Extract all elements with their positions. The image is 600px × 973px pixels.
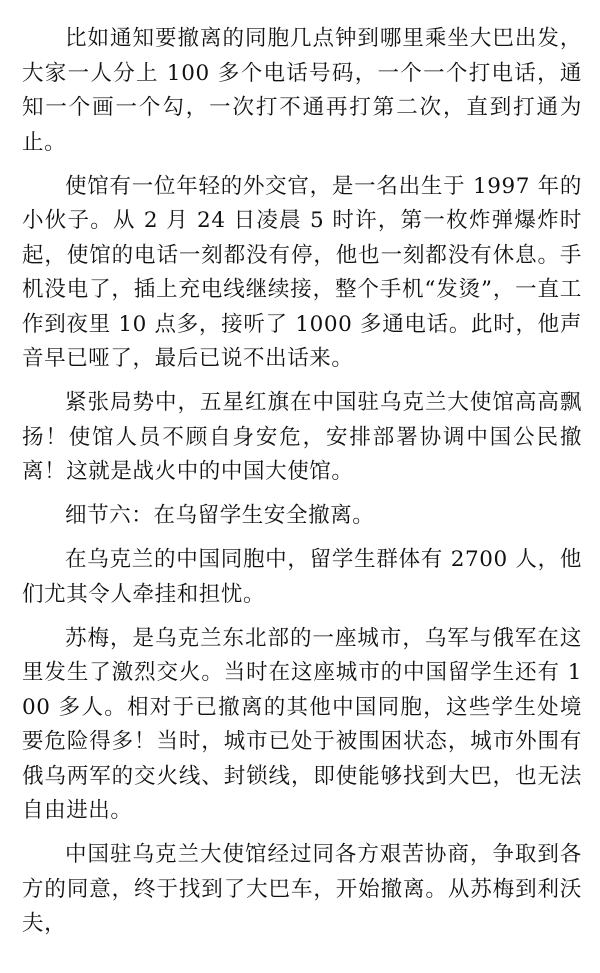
section-heading-detail-six: 细节六：在乌留学生安全撤离。 [65, 503, 375, 528]
article-body [22, 22, 582, 951]
paragraph-5: 在乌克兰的中国同胞中，留学生群体有 2700 人，他们尤其令人牵挂和担忧。 [22, 547, 582, 607]
paragraph-6: 苏梅，是乌克兰东北部的一座城市，乌军与俄军在这里发生了激烈交火。当时在这座城市的中国留学生还有 100 多人。相对于已撤离的其他中国同胞，这些学生处境要危险得多！当时，城市已处于被围困状态，城市外围有俄乌两军的交火线、封锁线，即使能够找到大巴，也无法自由进出。 [22, 625, 582, 823]
paragraph-1: 比如通知要撤离的同胞几点钟到哪里乘坐大巴出发，大家一人分上 100 多个电话号码，一个一个打电话，通知一个画一个勾，一次打不通再打第二次，直到打通为止。 [22, 26, 582, 155]
paragraph-7: 中国驻乌克兰大使馆经过同各方艰苦协商，争取到各方的同意，终于找到了大巴车，开始撤离。从苏梅到利沃夫， [22, 842, 582, 936]
paragraph-2: 使馆有一位年轻的外交官，是一名出生于 1997 年的小伙子。从 2 月 24 日凌晨 5 时许，第一枚炸弹爆炸时起，使馆的电话一刻都没有停，他也一刻都没有休息。手机没电了，插上充电线继续接，整个手机“发烫”，一直工作到夜里 10 点多，接听了 1000 多通电话。此时，他声音早已哑了，最后已说不出话来。 [22, 173, 582, 371]
paragraph-3: 紧张局势中，五星红旗在中国驻乌克兰大使馆高高飘扬！使馆人员不顾自身安危，安排部署协调中国公民撤离！这就是战火中的中国大使馆。 [22, 390, 582, 484]
